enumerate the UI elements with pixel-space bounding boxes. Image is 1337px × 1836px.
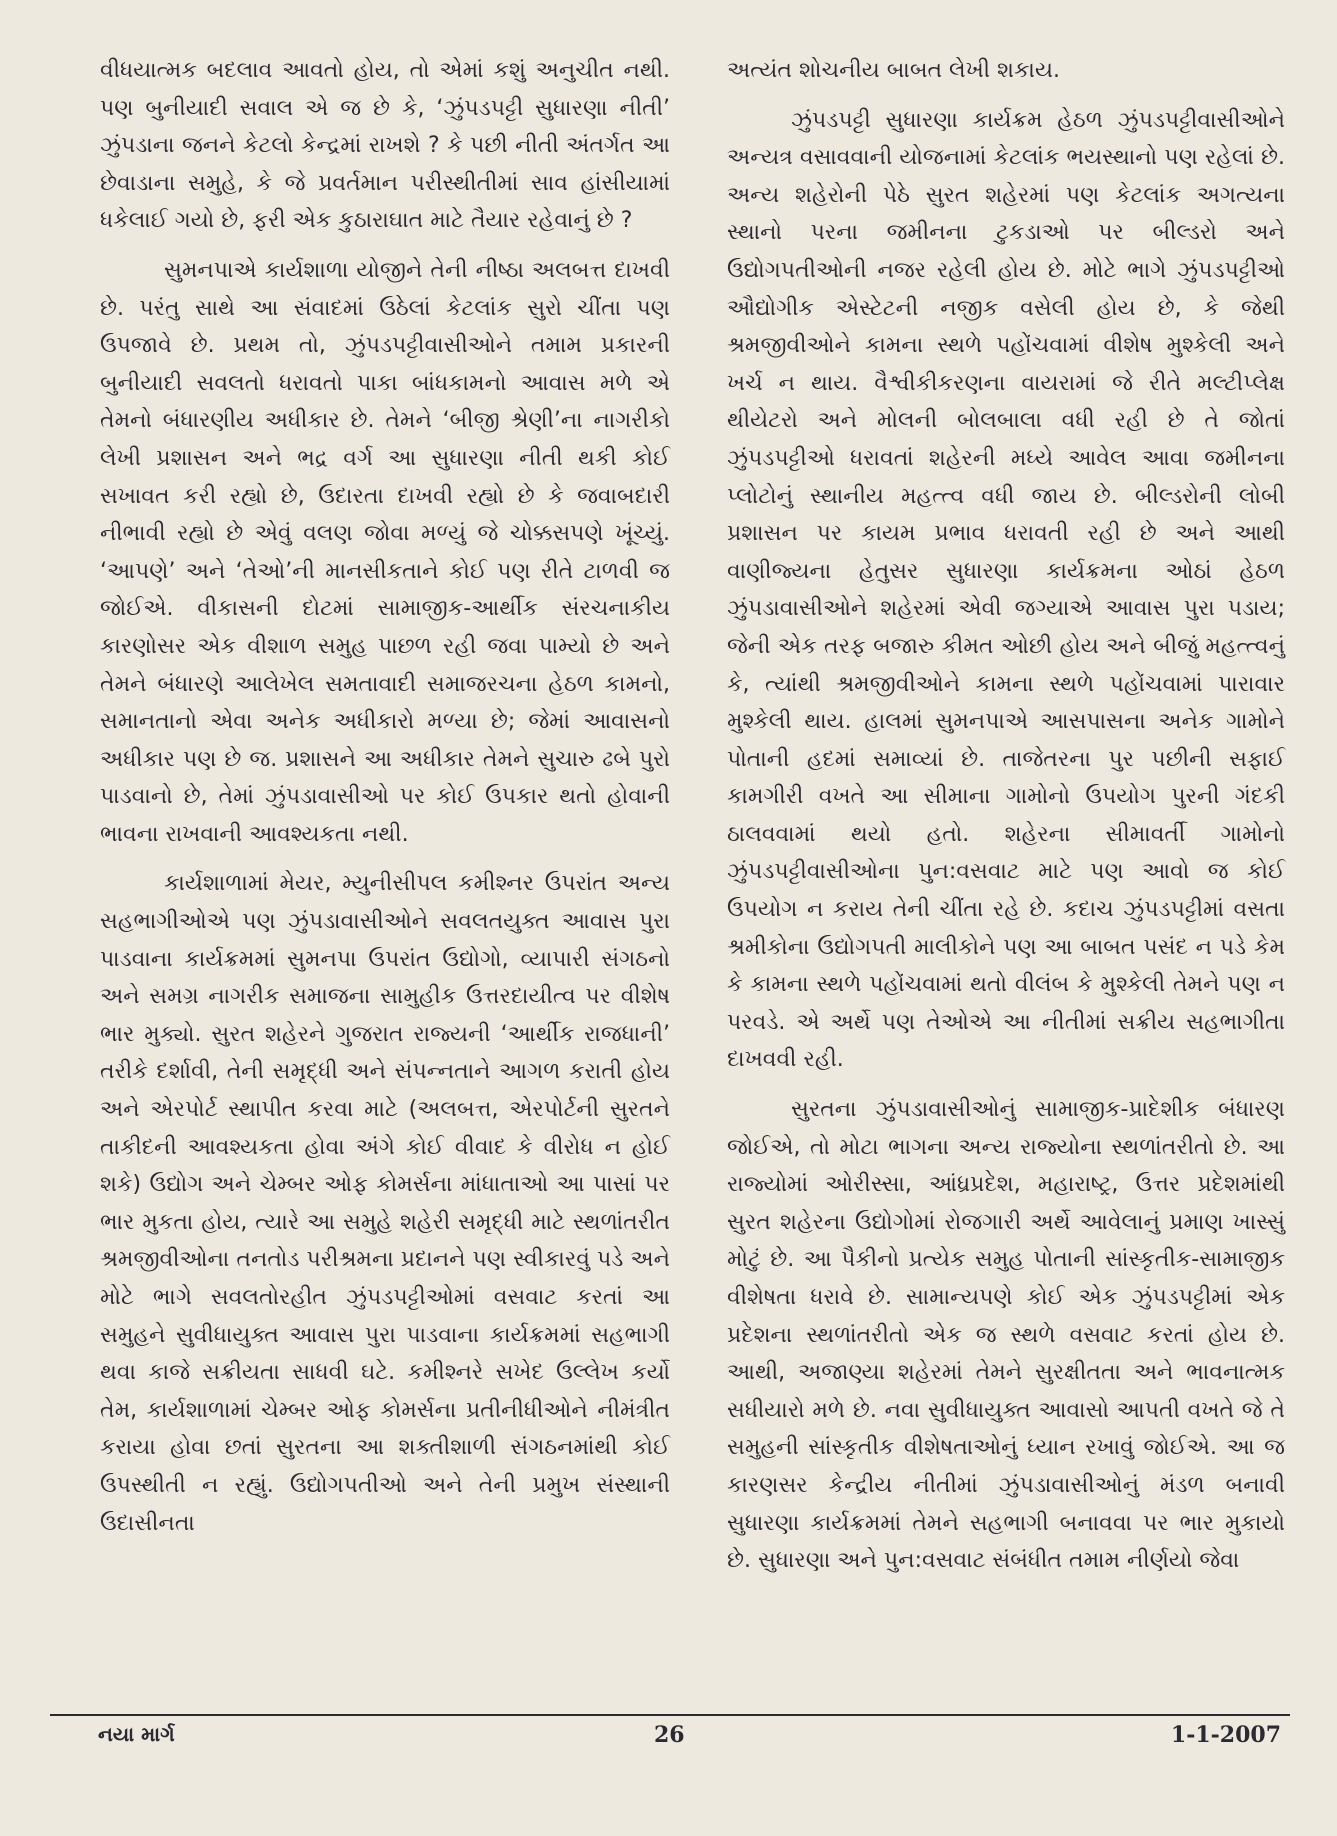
page-footer: [0, 1722, 1337, 1762]
paragraph: કાર્યશાળામાં મેયર, મ્યુનીસીપલ કમીશ્નર ઉપરાંત અન્ય સહભાગીઓએ પણ ઝુંપડાવાસીઓને સવલતયુક્ત આવાસ પુરા પાડવાના કાર્યક્રમમાં સુમનપા ઉપરાંત ઉદ્યોગો, વ્યાપારી સંગઠનો અને સમગ્ર નાગરીક સમાજના સામુહીક ઉત્તરદાયીત્વ પર વીશેષ ભાર મુક્યો. સુરત શહેરને ગુજરાત રાજ્યની ‘આર્થીક રાજધાની’ તરીકે દર્શાવી, તેની સમૃદ્ધી અને સંપન્નતાને આગળ કરાતી હોય અને એરપોર્ટ સ્થાપીત કરવા માટે (અલબત્ત, એરપોર્ટની સુરતને તાકીદની આવશ્યકતા હોવા અંગે કોઈ વીવાદ કે વીરોધ ન હોઈ શકે) ઉદ્યોગ અને ચેમ્બર ઓફ કોમર્સના માંધાતાઓ આ પાસાં પર ભાર મુકતા હોય, ત્યારે આ સમુહે શહેરી સમૃદ્ધી માટે સ્થળાંતરીત શ્રમજીવીઓના તનતોડ પરીશ્રમના પ્રદાનને પણ સ્વીકારવું પડે અને મોટે ભાગે સવલતોરહીત ઝુંપડપટ્ટીઓમાં વસવાટ કરતાં આ સમુહને સુવીધાયુક્ત આવાસ પુરા પાડવાના કાર્યક્રમમાં સહભાગી થવા કાજે સક્રીયતા સાધવી ઘટે. કમીશ્નરે સખેદ ઉલ્લેખ કર્યો તેમ, કાર્યશાળામાં ચેમ્બર ઓફ કોમર્સના પ્રતીનીધીઓને નીમંત્રીત કરાયા હોવા છતાં સુરતના આ શક્તીશાળી સંગઠનમાંથી કોઈ ઉપસ્થીતી ન રહ્યું. ઉદ્યોગપતીઓ અને તેની પ્રમુખ સંસ્થાની ઉદાસીનતા: [100, 871, 670, 1536]
paragraph: સુરતના ઝુંપડાવાસીઓનું સામાજીક-પ્રાદેશીક બંધારણ જોઈએ, તો મોટા ભાગના અન્ય રાજ્યોના સ્થળાંતરીતો છે. આ રાજ્યોમાં ઓરીસ્સા, આંધ્રપ્રદેશ, મહારાષ્ટ્ર, ઉત્તર પ્રદેશમાંથી સુરત શહેરના ઉદ્યોગોમાં રોજગારી અર્થે આવેલાનું પ્રમાણ ખાસ્સું મોટું છે. આ પૈકીનો પ્રત્યેક સમુહ પોતાની સાંસ્કૃતીક-સામાજીક વીશેષતા ધરાવે છે. સામાન્યપણે કોઈ એક ઝુંપડપટ્ટીમાં એક પ્રદેશના સ્થળાંતરીતો એક જ સ્થળે વસવાટ કરતાં હોય છે. આથી, અજાણ્યા શહેરમાં તેમને સુરક્ષીતતા અને ભાવનાત્મક સધીયારો મળે છે. નવા સુવીધાયુક્ત આવાસો આપતી વખતે જે તે સમુહની સાંસ્કૃતીક વીશેષતાઓનું ધ્યાન રખાવું જોઈએ. આ જ કારણસર કેન્દ્રીય નીતીમાં ઝુંપડાવાસીઓનું મંડળ બનાવી સુધારણા કાર્યક્રમમાં તેમને સહભાગી બનાવવા પર ભાર મુકાયો છે. સુધારણા અને પુન:વસવાટ સંબંધીત તમામ નીર્ણયો જેવા: [727, 1097, 1285, 1574]
paragraph: ઝુંપડપટ્ટી સુધારણા કાર્યક્રમ હેઠળ ઝુંપડપટ્ટીવાસીઓને અન્યત્ર વસાવવાની યોજનામાં કેટલાંક ભયસ્થાનો પણ રહેલાં છે. અન્ય શહેરોની પેઠે સુરત શહેરમાં પણ કેટલાંક અગત્યના સ્થાનો પરના જમીનના ટુકડાઓ પર બીલ્ડરો અને ઉદ્યોગપતીઓની નજર રહેલી હોય છે. મોટે ભાગે ઝુંપડપટ્ટીઓ ઔદ્યોગીક એસ્ટેટની નજીક વસેલી હોય છે, કે જેથી શ્રમજીવીઓને કામના સ્થળે પહોંચવામાં વીશેષ મુશ્કેલી અને ખર્ચ ન થાય. વૈશ્વીકીકરણના વાયરામાં જે રીતે મલ્ટીપ્લેક્ષ થીયેટરો અને મોલની બોલબાલા વધી રહી છે તે જોતાં ઝુંપડપટ્ટીઓ ધરાવતાં શહેરની મધ્યે આવેલ આવા જમીનના પ્લોટોનું સ્થાનીય મહત્ત્વ વધી જાય છે. બીલ્ડરોની લોબી પ્રશાસન પર કાયમ પ્રભાવ ધરાવતી રહી છે અને આથી વાણીજ્યના હેતુસર સુધારણા કાર્યક્રમના ઓઠાં હેઠળ ઝુંપડાવાસીઓને શહેરમાં એવી જગ્યાએ આવાસ પુરા પડાય; જેની એક તરફ બજારુ કીમત ઓછી હોય અને બીજું મહત્ત્વનું કે, ત્યાંથી શ્રમજીવીઓને કામના સ્થળે પહોંચવામાં પારાવાર મુશ્કેલી થાય. હાલમાં સુમનપાએ આસપાસના અનેક ગામોને પોતાની હદમાં સમાવ્યાં છે. તાજેતરના પુર પછીની સફાઈ કામગીરી વખતે આ સીમાના ગામોનો ઉપયોગ પુરની ગંદકી ઠાલવવામાં થયો હતો. શહેરના સીમાવર્તી ગામોનો ઝુંપડપટ્ટીવાસીઓના પુન:વસવાટ માટે પણ આવો જ કોઈ ઉપયોગ ન કરાય તેની ચીંતા રહે છે. કદાચ ઝુંપડપટ્ટીમાં વસતા શ્રમીકોના ઉદ્યોગપતી માલીકોને પણ આ બાબત પસંદ ન પડે કેમ કે કામના સ્થળે પહોંચવામાં થતો વીલંબ કે મુશ્કેલી તેમને પણ ન પરવડે. એ અર્થે પણ તેઓએ આ નીતીમાં સક્રીય સહભાગીતા દાખવવી રહી.: [727, 107, 1285, 1073]
paragraph: વીધયાત્મક બદલાવ આવતો હોય, તો એમાં કશું અનુચીત નથી. પણ બુનીયાદી સવાલ એ જ છે કે, ‘ઝુંપડપટ્ટી સુધારણા નીતી’ ઝુંપડાના જનને કેટલો કેન્દ્રમાં રાખશે ? કે પછી નીતી અંતર્ગત આ છેવાડાના સમુહે, કે જે પ્રવર્તમાન પરીસ્થીતીમાં સાવ હાંસીયામાં ધકેલાઈ ગયો છે, ફરી એક કુઠારાઘાત માટે તૈયાર રહેવાનું છે ?: [100, 58, 670, 234]
footer-divider: [50, 1714, 1290, 1716]
paragraph: અત્યંત શોચનીય બાબત લેખી શકાય.: [727, 58, 1060, 83]
publication-name: નયા માર્ગ: [98, 1722, 175, 1746]
page-number: 26: [654, 1722, 685, 1748]
paragraph: સુમનપાએ કાર્યશાળા યોજીને તેની નીષ્ઠા અલબત્ત દાખવી છે. પરંતુ સાથે આ સંવાદમાં ઉઠેલાં કેટલાંક સુરો ચીંતા પણ ઉપજાવે છે. પ્રથમ તો, ઝુંપડપટ્ટીવાસીઓને તમામ પ્રકારની બુનીયાદી સવલતો ધરાવતો પાકા બાંધકામનો આવાસ મળે એ તેમનો બંધારણીય અધીકાર છે. તેમને ‘બીજી શ્રેણી’ના નાગરીકો લેખી પ્રશાસન અને ભદ્ર વર્ગ આ સુધારણા નીતી થકી કોઈ સખાવત કરી રહ્યો છે, ઉદારતા દાખવી રહ્યો છે કે જવાબદારી નીભાવી રહ્યો છે એવું વલણ જોવા મળ્યું જે ચોક્કસપણે ખૂંચ્યું. ‘આપણે’ અને ‘તેઓ’ની માનસીકતાને કોઈ પણ રીતે ટાળવી જ જોઈએ. વીકાસની દોટમાં સામાજીક-આર્થીક સંરચનાકીય કારણોસર એક વીશાળ સમુહ પાછળ રહી જવા પામ્યો છે અને તેમને બંધારણે આલેખેલ સમતાવાદી સમાજરચના હેઠળ કામનો, સમાનતાનો એવા અનેક અધીકારો મળ્યા છે; જેમાં આવાસનો અધીકાર પણ છે જ. પ્રશાસને આ અધીકાર તેમને સુચારુ ઢબે પુરો પાડવાનો છે, તેમાં ઝુંપડાવાસીઓ પર કોઈ ઉપકાર થતો હોવાની ભાવના રાખવાની આવશ્યકતા નથી.: [100, 257, 670, 847]
text-column-right: [727, 52, 1285, 1580]
text-column-left: [100, 52, 670, 1542]
issue-date: 1-1-2007: [1170, 1722, 1281, 1748]
